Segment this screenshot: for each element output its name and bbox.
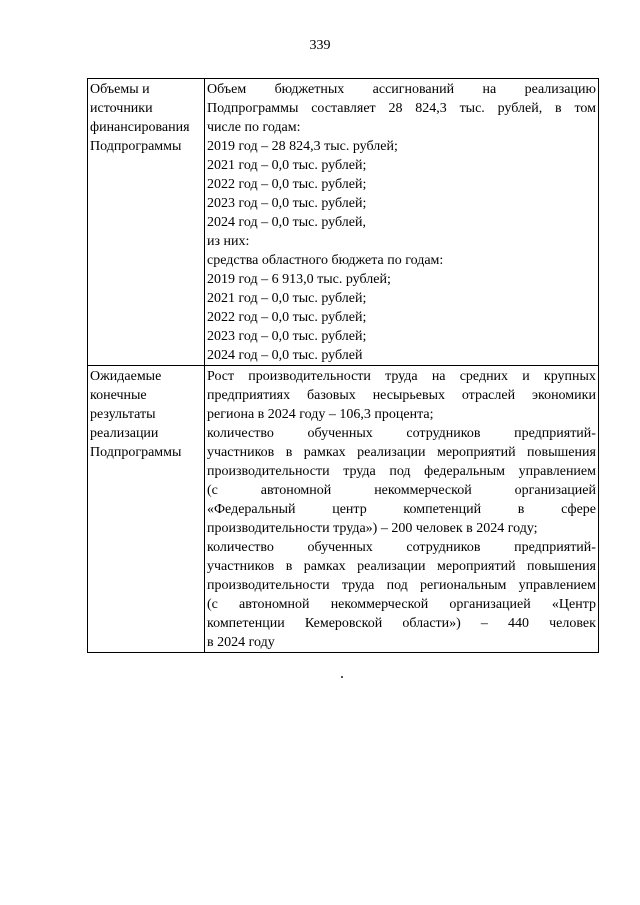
row-label-line: конечные [90,388,147,403]
table-row [88,366,599,653]
row-label-cell [88,366,205,653]
row-content-line: 2022 год – 0,0 тыс. рублей; [207,177,367,192]
row-content-line: средства областного бюджета по годам: [207,253,444,268]
row-content-line: (с автономной некоммерческой организацией «Центр [207,597,596,612]
row-content-line: производительности труда под федеральным управлением [207,464,596,479]
row-content-line: 2023 год – 0,0 тыс. рублей; [207,329,367,344]
row-content-line: Подпрограммы составляет 28 824,3 тыс. рублей, в том [207,101,596,116]
row-label-line: Ожидаемые [90,369,162,384]
row-content-line: из них: [207,234,250,249]
row-content-line: Объем бюджетных ассигнований на реализацию [207,82,596,97]
row-content-cell [205,79,599,366]
row-content-line: 2019 год – 6 913,0 тыс. рублей; [207,272,391,287]
row-content-line: 2024 год – 0,0 тыс. рублей, [207,215,366,230]
row-content-line: 2022 год – 0,0 тыс. рублей; [207,310,367,325]
row-content-line: 2021 год – 0,0 тыс. рублей; [207,158,367,173]
row-label-line: Объемы и [90,82,150,97]
table-row [88,79,599,366]
row-content-line: Рост производительности труда на средних и крупных [207,369,596,384]
row-content-line: (с автономной некоммерческой организацией [207,483,596,498]
page-number: 339 [309,38,331,53]
row-label-line: источники [90,101,153,116]
row-label-line: Подпрограммы [90,445,182,460]
passport-table [87,78,599,653]
row-content-line: числе по годам: [207,120,301,135]
row-content-line: производительности труда под региональным управлением [207,578,596,593]
row-content-line: 2024 год – 0,0 тыс. рублей [207,348,363,363]
row-content-line: компетенции Кемеровской области») – 440 человек [207,616,596,631]
row-label-line: реализации [90,426,159,441]
row-content-line: производительности труда») – 200 человек в 2024 году; [207,521,538,536]
row-content-line: участников в рамках реализации мероприятий повышения [207,559,596,574]
row-label-line: результаты [90,407,156,422]
row-label-cell [88,79,205,366]
row-content-line: региона в 2024 году – 106,3 процента; [207,407,434,422]
row-label-line: финансирования [90,120,190,135]
row-content-line: «Федеральный центр компетенций в сфере [207,502,596,517]
row-content-line: 2023 год – 0,0 тыс. рублей; [207,196,367,211]
row-content-line: участников в рамках реализации мероприятий повышения [207,445,596,460]
row-content-line: в 2024 году [207,635,275,650]
row-content-line: 2019 год – 28 824,3 тыс. рублей; [207,139,398,154]
stray-dot [341,676,343,678]
row-content-line: предприятиях базовых несырьевых отраслей экономики [207,388,596,403]
row-content-line: количество обученных сотрудников предприятий- [207,426,596,441]
row-content-line: количество обученных сотрудников предприятий- [207,540,596,555]
row-content-cell [205,366,599,653]
row-label-line: Подпрограммы [90,139,182,154]
row-content-line: 2021 год – 0,0 тыс. рублей; [207,291,367,306]
